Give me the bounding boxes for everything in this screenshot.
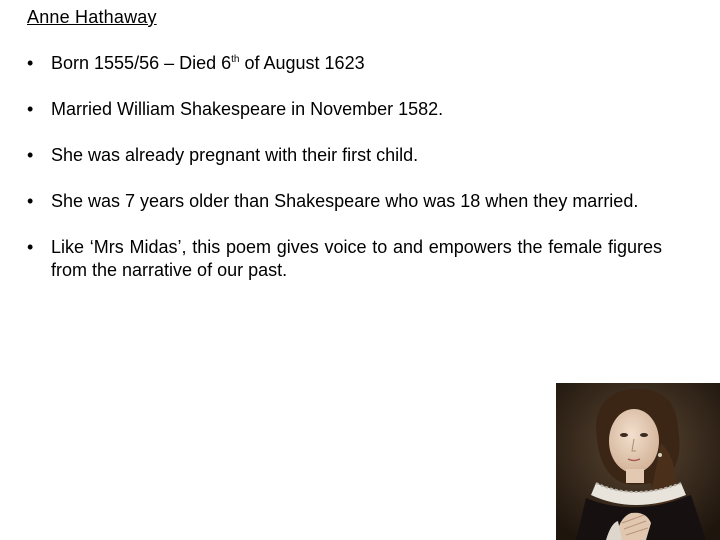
bullet-dot-icon: • [27, 99, 34, 119]
bullet-mrs-midas [27, 236, 662, 282]
bullet-married [27, 98, 662, 121]
bullet-age [27, 190, 662, 213]
superscript-th: th [231, 54, 240, 65]
bullet-born-died [27, 52, 662, 75]
bullet-dot-icon: • [27, 53, 34, 73]
bullet-text: She was 7 years older than Shakespeare who was 18 when they married. [51, 191, 639, 211]
bullet-text: Born 1555/56 – Died 6th of August 1623 [51, 53, 365, 73]
bullet-dot-icon: • [27, 237, 34, 257]
bullet-pregnant [27, 144, 662, 167]
bullet-text: She was already pregnant with their first child. [51, 145, 419, 165]
portrait-painting-icon [556, 383, 720, 540]
bullet-text: Married William Shakespeare in November 1582. [51, 99, 444, 119]
bullet-dot-icon: • [27, 145, 34, 165]
bullet-text: Like ‘Mrs Midas’, this poem gives voice to and empowers the female figures from the narrative of our past. [51, 237, 662, 280]
bullet-list [27, 52, 662, 305]
slide-title: Anne Hathaway [27, 7, 157, 27]
bullet-dot-icon: • [27, 191, 34, 211]
